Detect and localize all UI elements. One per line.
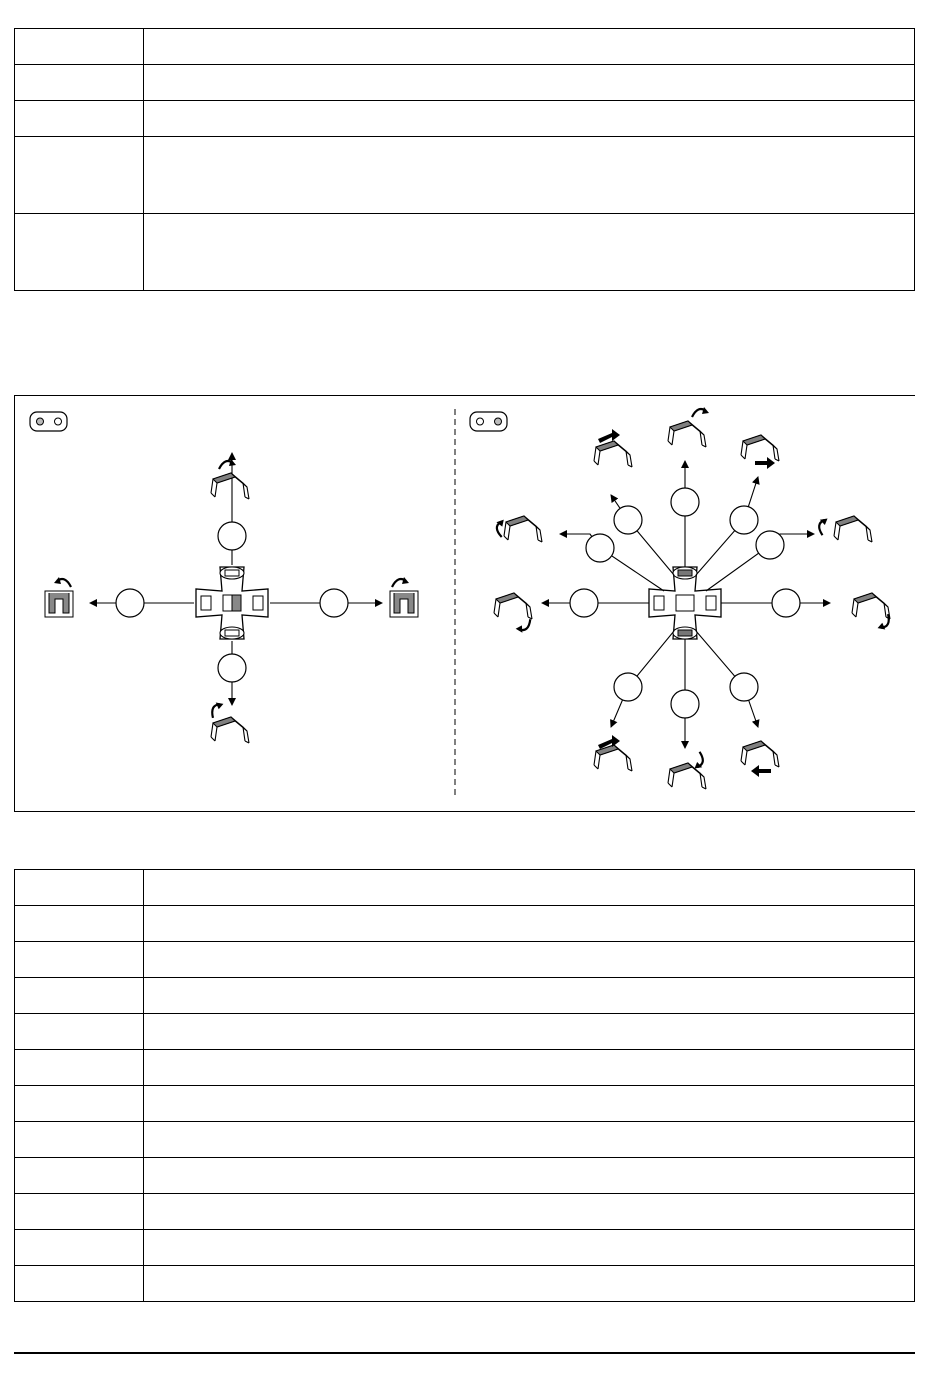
footer-rule bbox=[14, 1352, 915, 1354]
arm-curl-up-icon bbox=[668, 407, 709, 447]
table-row bbox=[15, 1086, 915, 1122]
table-cell-key bbox=[15, 942, 144, 978]
table-cell-value bbox=[144, 906, 915, 942]
table-cell-value bbox=[144, 29, 915, 65]
boom-lower-icon bbox=[207, 699, 249, 743]
table-cell-value bbox=[144, 65, 915, 101]
left-joystick-icon bbox=[196, 567, 268, 639]
table-cell-key bbox=[15, 1086, 144, 1122]
table-cell-value bbox=[144, 978, 915, 1014]
direction-marker bbox=[671, 690, 699, 718]
direction-marker bbox=[614, 673, 642, 701]
direction-marker bbox=[218, 654, 246, 682]
table-cell-key bbox=[15, 1050, 144, 1086]
table-row bbox=[15, 65, 915, 101]
top-table bbox=[14, 28, 915, 291]
arm-down-icon bbox=[668, 752, 708, 789]
table-cell-key bbox=[15, 1158, 144, 1194]
arm-in-left-icon bbox=[594, 735, 632, 771]
table-cell-value bbox=[144, 942, 915, 978]
table-row bbox=[15, 29, 915, 65]
table-cell-key bbox=[15, 137, 144, 214]
right-joystick-icon bbox=[649, 567, 721, 639]
direction-marker bbox=[320, 589, 348, 617]
direction-marker bbox=[730, 673, 758, 701]
left-mode-badge-icon bbox=[30, 412, 67, 431]
table-cell-value bbox=[144, 1014, 915, 1050]
direction-marker bbox=[586, 534, 614, 562]
table-row bbox=[15, 1194, 915, 1230]
direction-marker bbox=[772, 589, 800, 617]
table-row bbox=[15, 870, 915, 906]
direction-marker bbox=[116, 589, 144, 617]
table-row bbox=[15, 978, 915, 1014]
table-row bbox=[15, 1266, 915, 1302]
table-cell-value bbox=[144, 870, 915, 906]
table-cell-key bbox=[15, 29, 144, 65]
table-cell-value bbox=[144, 1086, 915, 1122]
table-cell-value bbox=[144, 1230, 915, 1266]
table-row bbox=[15, 1050, 915, 1086]
table-cell-value bbox=[144, 1122, 915, 1158]
table-cell-value bbox=[144, 137, 915, 214]
table-cell-key bbox=[15, 65, 144, 101]
table-row bbox=[15, 906, 915, 942]
arm-in-right-icon bbox=[741, 741, 779, 777]
table-cell-key bbox=[15, 906, 144, 942]
table-cell-value bbox=[144, 1266, 915, 1302]
bucket-curl-left-icon bbox=[492, 516, 542, 542]
table-cell-value bbox=[144, 101, 915, 137]
table-row bbox=[15, 942, 915, 978]
bucket-curl-right-icon bbox=[814, 515, 872, 542]
direction-marker bbox=[730, 506, 758, 534]
direction-marker bbox=[756, 531, 784, 559]
table-cell-value bbox=[144, 1158, 915, 1194]
bucket-dump-left-icon bbox=[494, 593, 534, 634]
table-cell-key bbox=[15, 1266, 144, 1302]
direction-marker bbox=[671, 488, 699, 516]
table-row bbox=[15, 1230, 915, 1266]
arm-out-right-icon bbox=[741, 435, 779, 469]
bottom-table bbox=[14, 869, 915, 1302]
table-cell-key bbox=[15, 1014, 144, 1050]
table-cell-key bbox=[15, 214, 144, 291]
table-cell-key bbox=[15, 101, 144, 137]
table-row bbox=[15, 1014, 915, 1050]
table-cell-key bbox=[15, 1122, 144, 1158]
bucket-dump-right-icon bbox=[852, 593, 894, 633]
table-row bbox=[15, 137, 915, 214]
table-row bbox=[15, 1122, 915, 1158]
right-mode-badge-icon bbox=[470, 412, 507, 431]
table-cell-value bbox=[144, 1050, 915, 1086]
direction-marker bbox=[614, 506, 642, 534]
table-cell-key bbox=[15, 1194, 144, 1230]
arm-out-left-icon bbox=[594, 429, 632, 467]
table-row bbox=[15, 101, 915, 137]
joystick-control-diagram bbox=[14, 395, 915, 812]
slew-right-icon bbox=[390, 577, 418, 617]
table-cell-key bbox=[15, 870, 144, 906]
boom-raise-icon bbox=[211, 459, 249, 499]
direction-marker bbox=[570, 589, 598, 617]
table-cell-value bbox=[144, 1194, 915, 1230]
table-row bbox=[15, 214, 915, 291]
direction-marker bbox=[218, 522, 246, 550]
table-cell-key bbox=[15, 1230, 144, 1266]
table-cell-value bbox=[144, 214, 915, 291]
table-cell-key bbox=[15, 978, 144, 1014]
table-row bbox=[15, 1158, 915, 1194]
slew-left-icon bbox=[45, 577, 73, 617]
